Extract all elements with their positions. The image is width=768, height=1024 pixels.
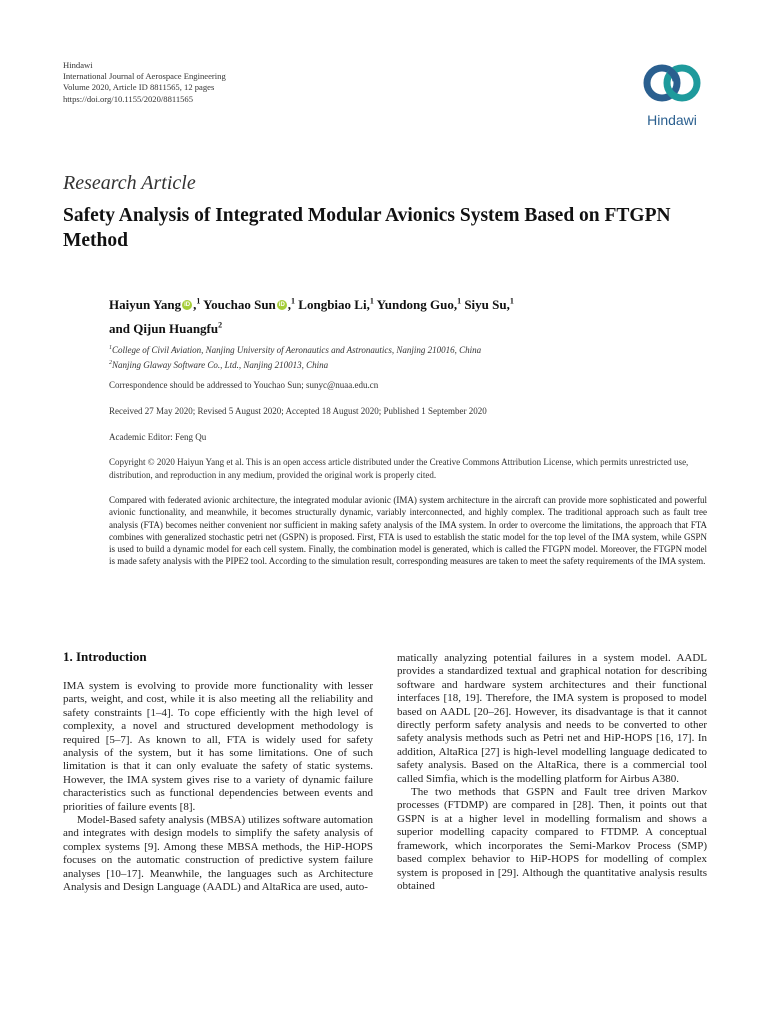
copyright-notice: Copyright © 2020 Haiyun Yang et al. This is an open access article distributed under the Creative Commons Attribution License, which permits unrestricted use, distribution, and reproduction in any medium, provided the original work is properly cited.: [109, 457, 689, 480]
journal-name: International Journal of Aerospace Engineering: [63, 71, 226, 82]
orcid-icon[interactable]: iD: [278, 302, 285, 309]
logo-text: Hindawi: [647, 112, 697, 128]
affiliation-number: 2: [109, 360, 112, 366]
author-name: and Qijun Huangfu: [109, 320, 219, 336]
academic-editor: Academic Editor: Feng Qu: [109, 432, 207, 442]
author-name: Siyu Su,: [464, 297, 510, 313]
journal-info: [63, 60, 226, 105]
affiliation: [109, 342, 709, 357]
author-name: Youchao Sun: [203, 297, 276, 313]
paragraph: IMA system is evolving to provide more functionality with lesser parts, weight, and cost, while it is also meeting all the reliability and safety constraints [1–4]. To cope efficiently with the high level of complexity, a novel and structured development methodology is required [5–7]. As known to all, FTA is widely used for safety analysis of the system, but it has some limitations. One of such limitation is that it can only evaluate the safety of static systems. However, the IMA system gives rise to a variety of dynamic failure characteristics such as functional dependencies between events and priorities of failure events [8].: [63, 680, 373, 813]
right-column: [397, 652, 707, 893]
author: [298, 297, 374, 312]
author: [464, 297, 514, 312]
affiliation-text: Nanjing Glaway Software Co., Ltd., Nanjing 210013, China: [112, 360, 329, 370]
hindawi-logo: [632, 58, 712, 128]
author: Youchao Sun iD ,$^1$: [203, 297, 296, 313]
author-affiliation-number: 1: [196, 297, 201, 306]
left-column: [63, 680, 373, 895]
hindawi-logo-icon: [640, 58, 704, 108]
orcid-icon[interactable]: iD: [184, 302, 191, 309]
affiliation: [109, 357, 709, 372]
author: Haiyun Yang iD ,$^1$: [109, 297, 201, 313]
author: [109, 321, 222, 336]
author-affiliation-number: 1: [457, 297, 462, 306]
abstract: Compared with federated avionic architecture, the integrated modular avionic (IMA) system architecture in the aircraft can provide more sophisticated and powerful avionic functionality, and meanwhile, it becomes structurally dynamic, variably interconnected, and highly complex. The traditional approach such as fault tree analysis (FTA) becomes neither convenient nor sufficient in making safety analysis of the IMA system. In order to overcome the limitations, the approach that FTA combines with generalized stochastic petri net (GSPN) is proposed. First, FTA is used to establish the static model for the top level of the IMA system, while GSPN is used to build a dynamic model for each cell system. Finally, the combination model is generated, which is called the FTGPN model. Moreover, the FTGPN model is made safety analysis with the PIPE2 tool. According to the simulation result, corresponding measures are taken to meet the safety requirements of the IMA system.: [109, 495, 707, 567]
volume-info: Volume 2020, Article ID 8811565, 12 pages: [63, 82, 215, 93]
doi-link[interactable]: https://doi.org/10.1155/2020/8811565: [63, 93, 194, 104]
affiliation-number: 1: [109, 345, 112, 351]
author-affiliation-number: 1: [509, 297, 514, 306]
author-affiliation-number: 1: [369, 297, 374, 306]
affiliations: [109, 342, 709, 372]
paragraph: Model-Based safety analysis (MBSA) utilizes software automation and integrates with design models to simplify the safety analysis of complex systems [9]. Among these MBSA methods, the HiP-HOPS focuses on the automatic construction of predictive system failure analyses [10–17]. Meanwhile, the languages such as Architecture Analysis and Design Language (AADL) and AltaRica are used, auto-: [63, 814, 373, 894]
paper-title: Safety Analysis of Integrated Modular Avionics System Based on FTGPN Method: [63, 205, 671, 251]
author-name: Longbiao Li,: [298, 297, 370, 313]
article-type: Research Article: [63, 172, 196, 194]
affiliation-text: College of Civil Aviation, Nanjing University of Aeronautics and Astronautics, Nanjing 210016, China: [112, 345, 482, 355]
author-affiliation-number: 2: [218, 320, 223, 330]
author-name: Haiyun Yang: [109, 297, 182, 313]
section-heading-introduction: 1. Introduction: [63, 649, 147, 664]
author-list: [109, 292, 709, 339]
paragraph: matically analyzing potential failures in a system model. AADL provides a standardized textual and graphical notation for describing software and hardware system architectures and their functional interfaces [18, 19]. Therefore, the IMA system is proposed to model based on AADL [20–26]. However, its disadvantage is that it cannot directly perform safety analysis and needs to be converted to other safety analysis methods such as Petri net and HiP-HOPS [16, 17]. In addition, AltaRica [27] is high-level modelling language dedicated to safety analysis. Based on the AltaRica, there is a commercial tool called Simfia, which is the modelling platform for Airbus A380.: [397, 652, 707, 785]
correspondence: Correspondence should be addressed to Youchao Sun; sunyc@nuaa.edu.cn: [109, 380, 379, 390]
publisher-name: Hindawi: [63, 60, 93, 70]
author-name: Yundong Guo,: [376, 297, 458, 313]
author: [377, 297, 461, 312]
author-affiliation-number: 1: [291, 297, 296, 306]
publication-dates: Received 27 May 2020; Revised 5 August 2020; Accepted 18 August 2020; Published 1 September 2020: [109, 406, 487, 416]
paragraph: The two methods that GSPN and Fault tree driven Markov processes (FTDMP) are compared in [28]. Then, it points out that GSPN is at a higher level in modelling formalism and shows a superior modelling capacity compared to FTDMP. A conceptual framework, which incorporates the Semi-Markov Process (SMP) based complex behavior to HiP-HOPS for modelling of complex system is proposed in [29]. Although the quantitative analysis results obtained: [397, 786, 707, 892]
